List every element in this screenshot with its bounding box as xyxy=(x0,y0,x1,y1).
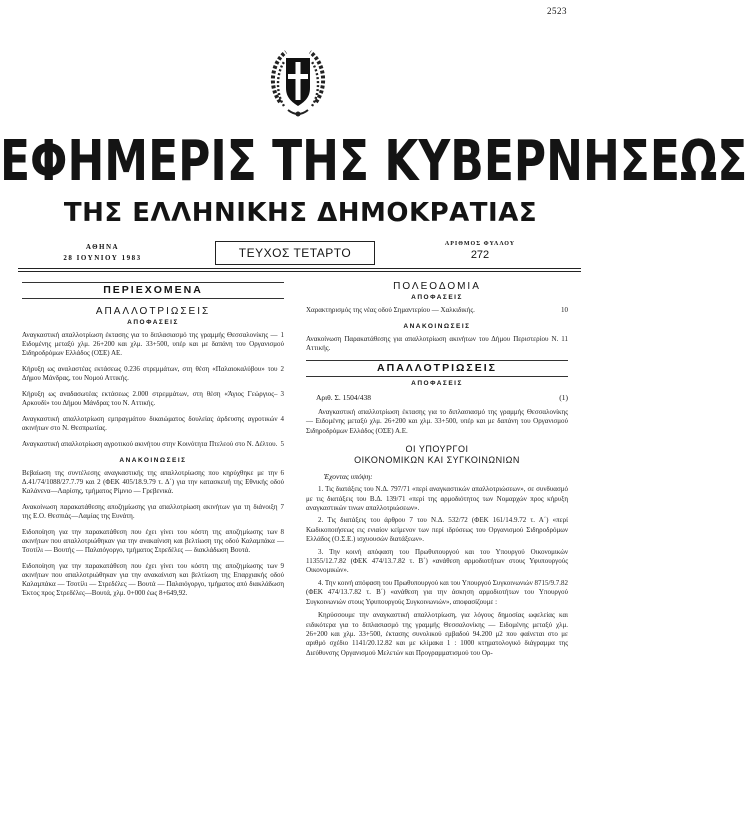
planning-announcements-heading: ΑΝΑΚΟΙΝΩΣΕΙΣ xyxy=(403,323,471,330)
sheet-label: ΑΡΙΘΜΟΣ ΦΥΛΛΟΥ xyxy=(444,241,516,247)
decisions-heading: ΑΠΟΦΑΣΕΙΣ xyxy=(127,319,179,326)
masthead-place-date xyxy=(20,242,185,264)
gazette-title: ΕΦΗΜΕΡΙΣ ΤΗΣ ΚΥΒΕΡΝΗΣΕΩΣ xyxy=(0,128,747,194)
planning-decisions-heading: ΑΠΟΦΑΣΕΙΣ xyxy=(411,294,463,301)
having-in-mind: Έχοντας υπόψη: xyxy=(324,472,373,482)
contents-heading: ΠΕΡΙΕΧΟΜΕΝΑ xyxy=(22,282,284,299)
toc-item[interactable]: 7 Ανακοίνωση παρακατάθεσης αποζημίωσης για απαλλοτρίωση ακινήτων για τη διάνοιξη της Ε.Ο. Θεσπιάς—Λαμίας της Ευνάτη. xyxy=(22,503,284,520)
decision-paragraph: 1. Τις διατάξεις του Ν.Δ. 797/71 «περί αναγκαστικών απαλλοτριώσεων», σε συνδυασμό με τις διατάξεις του Β.Δ. 139/71 «περί της αρμοδιότητος των Νομαρχών προς κήρυξη αναγκαστικών τινων απαλλοτριώσεων». xyxy=(306,485,568,513)
expropriations-heading: ΑΠΑΛΛΟΤΡΙΩΣΕΙΣ xyxy=(95,306,211,317)
toc-item[interactable]: 10 Χαρακτηρισμός της νέας οδού Σημαντερίου — Χαλκιδικής. xyxy=(306,306,568,314)
ministries-heading: ΟΙΚΟΝΟΜΙΚΩΝ ΚΑΙ ΣΥΓΚΟΙΝΩΝΙΩΝ xyxy=(354,455,520,466)
decision-index: (1) xyxy=(559,393,568,402)
masthead-rule-top xyxy=(18,268,581,269)
section-heading: ΑΠΑΛΛΟΤΡΙΩΣΕΙΣ xyxy=(306,360,568,377)
masthead-issue: ΤΕΥΧΟΣ ΤΕΤΑΡΤΟ xyxy=(215,241,375,265)
decision-title: Αναγκαστική απαλλοτρίωση έκτασης για το διπλασιασμό της γραμμής Θεσσαλονίκης — Ειδομένης μεταξύ χλμ. 26+200 και χλμ. 33+500, υπέρ και με δαπάνη του Οργανισμού Σιδηροδρόμων Ελλάδος (ΟΣΕ) Α.Ε. xyxy=(306,408,568,435)
toc-item[interactable]: 2 Κήρυξη ως αναλαστέας εκτάσεως 0.236 στρεμμάτων, στη θέση «Παλαιοκαλύβου» του Δήμου Μάνδρας, του Νομού Αττικής. xyxy=(22,365,284,382)
announcements-heading: ΑΝΑΚΟΙΝΩΣΕΙΣ xyxy=(119,457,187,464)
left-column xyxy=(22,280,284,605)
toc-item[interactable]: 8 Ειδοποίηση για την παρακατάθεση που έχει γίνει του κόστη της αποζημίωσης των ακινήτων που απαλλοτριώθηκαν για την ανακαίνιση και βελτίωση της οδού Καλαμπάκα — Τσοτίλι — Βουτής — Παλαιόγοργο, τμήματος Στρεδέλες — διακλάδωση Βουτά. xyxy=(22,528,284,554)
masthead-place: ΑΘΗΝΑ xyxy=(85,243,120,251)
toc-item[interactable]: 5 Αναγκαστική απαλλοτρίωση αγροτικού ακινήτου στην Κοινότητα Πτελεού στο Ν. Δέλτου. xyxy=(22,440,284,448)
toc-item[interactable]: 9 Ειδοποίηση για την παρακατάθεση που έχει γίνει του κόστη της αποζημίωσης των ακινήτων που απαλλοτριώθηκαν για την ανακαίνιση και βελτίωση της Επαρχιακής οδού Καλαμπάκα — Τσοτίλι — Στρεδέλες — Βουτά — Παλαιόγοργο, τμήματος από διακλάδωση Έκτος προς Στρεδέλες—Βουτά, χλμ. 0+000 έως 8+649,92. xyxy=(22,562,284,597)
planning-heading: ΠΟΛΕΟΔΟΜΙΑ xyxy=(393,281,481,292)
greek-coat-of-arms-icon xyxy=(270,44,326,124)
masthead-rule-bottom xyxy=(18,271,581,272)
ministers-heading: ΟΙ ΥΠΟΥΡΓΟΙ xyxy=(405,444,469,455)
decision-paragraph: 2. Τις διατάξεις του άρθρου 7 του Ν.Δ. 532/72 (ΦΕΚ 161/14.9.72 τ. Α΄) «περί Κωδικοποιήσεως εις ενιαίον κείμενον των περί ιδρύσεως του Οργανισμού Σιδηροδρόμων Ελλάδος (Ο.Σ.Ε.) ισχυουσών διατάξεων». xyxy=(306,516,568,544)
toc-item[interactable]: 1 Αναγκαστική απαλλοτρίωση έκτασης για το διπλασιασμό της γραμμής Θεσσαλονίκης — Ειδομένης μεταξύ χλμ. 26+200 και χλμ. 33+500, υπέρ και με δαπάνη του Οργανισμού Σιδηροδρόμων Ελλάδος (ΟΣΕ) ΑΕ. xyxy=(22,331,284,357)
toc-item[interactable]: 3 Κήρυξη ως αναδασωτέας εκτάσεως 2.000 στρεμμάτων, στη θέση «Άγιος Γεώργιος–Αρκουδί» του Δήμου Μάνδρας του Ν. Αττικής. xyxy=(22,390,284,407)
section-subheading: ΑΠΟΦΑΣΕΙΣ xyxy=(411,380,463,387)
masthead-sheet xyxy=(395,240,565,262)
decision-paragraph: 4. Την κοινή απόφαση του Πρωθυπουργού και του Υπουργού Συγκοινωνιών 8715/9.7.82 (ΦΕΚ 474/13.7.82 τ. Β΄) «ανάθεση για την άσκηση αρμοδιοτήτων του Υπουργού Συγκοινωνιών στους Υφυπουργούς Συγκοινωνιών», αποφασίζουμε : xyxy=(306,578,568,606)
decision-paragraph: Κηρύσσουμε την αναγκαστική απαλλοτρίωση, για λόγους δημοσίας ωφελείας και ειδικότερα για το διπλασιασμό της γραμμής Θεσσαλονίκης — Ειδομένης μεταξύ χλμ. 26+200 και χλμ. 33+500, έκτασης συνολικού εμβαδού 94.200 μ2 που φαίνεται στο με αριθμό σχέδιο 1141/20.12.82 και με κλίμακα 1 : 1000 κτηματολογικό διάγραμμα της Διεύθυνσης Οργανισμού Μελετών και Προγραμματισμού του Ορ- xyxy=(306,611,568,657)
masthead-date: 28 ΙΟΥΝΙΟΥ 1983 xyxy=(63,254,142,262)
sheet-number: 272 xyxy=(470,249,490,261)
toc-item[interactable]: 6 Βεβαίωση της συντέλεσης αναγκαστικής της απαλλοτρίωσης που κηρύχθηκε με την Δ.41/74/1088/27.7.79 και 2 (ΦΕΚ 405/18.9.79 τ. Δ΄) για την κατασκευή της Εθνικής οδού Καλάνενα—Λαρίσης, τμήματος Ρίμνιο — Γρεβενικά. xyxy=(22,469,284,495)
toc-item[interactable]: 11 Ανακοίνωση Παρακατάθεσης για απαλλοτρίωση ακινήτων του Δήμου Περιστερίου Ν. Αττικής. xyxy=(306,335,568,352)
gazette-subtitle: ΤΗΣ ΕΛΛΗΝΙΚΗΣ ΔΗΜΟΚΡΑΤΙΑΣ xyxy=(63,198,538,228)
toc-item[interactable]: 4 Αναγκαστική απαλλοτρίωση εμπραγμάτου δικαιώματος δουλείας άρδευσης αγροτικών ακινήτων στο Ν. Θεσπρωτίας. xyxy=(22,415,284,432)
decision-number-line xyxy=(306,393,568,403)
decision-paragraph: 3. Την κοινή απόφαση του Πρωθυπουργού και του Υπουργού Οικονομικών 11355/12.7.82 (ΦΕΚ 474/13.7.82 τ. Β΄) «ανάθεση αρμοδιοτήτων στους Υφυπουργούς Οικονομικών». xyxy=(306,547,568,575)
right-column xyxy=(306,280,568,661)
page-number: 2523 xyxy=(547,6,567,16)
decision-number: Αριθ. Σ. 1504/438 xyxy=(316,393,371,402)
